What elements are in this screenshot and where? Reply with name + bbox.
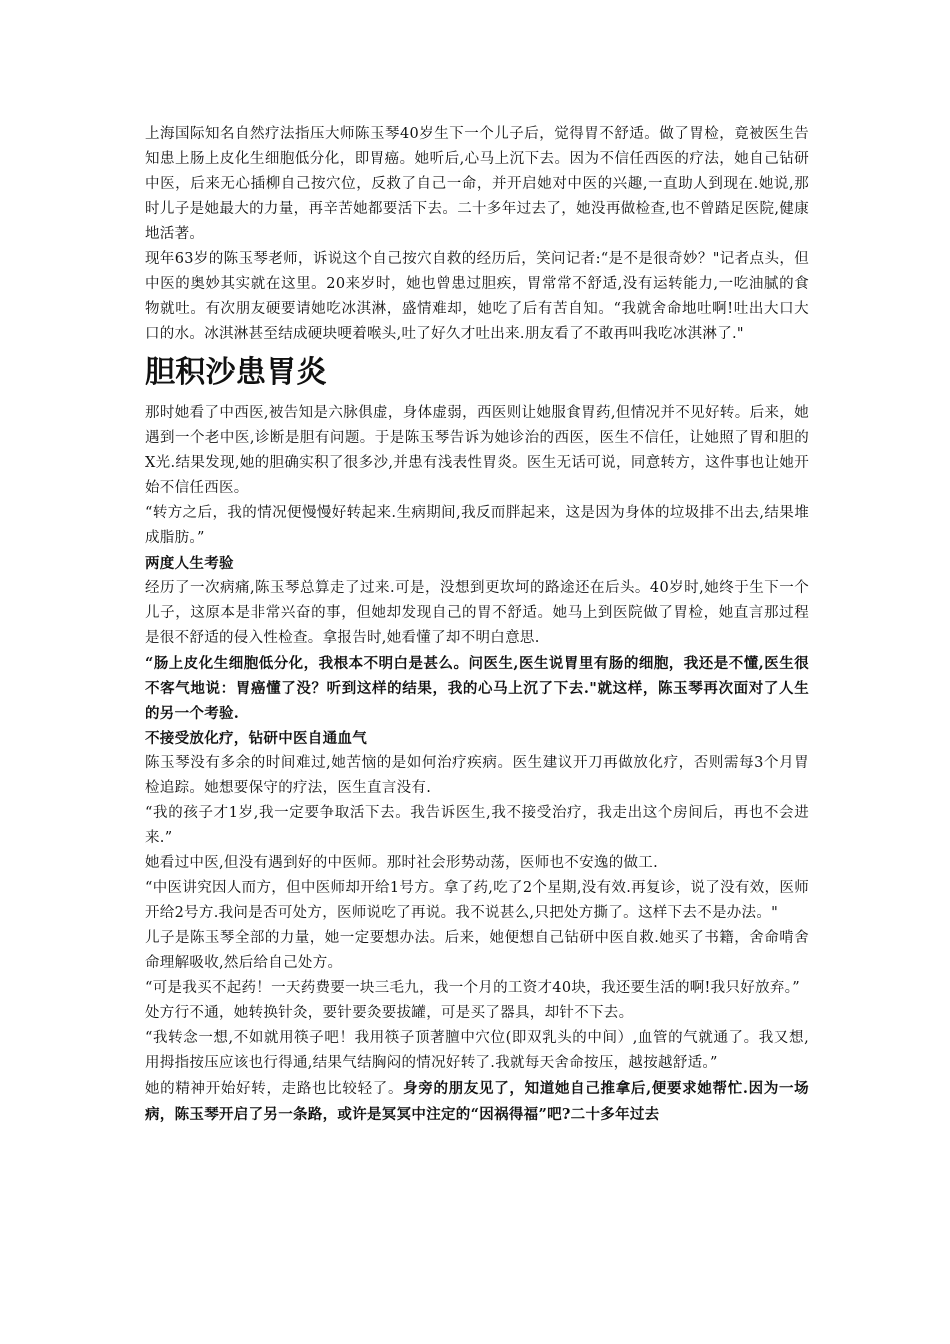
section2-paragraph-1: 经历了一次病痛,陈玉琴总算走了过来.可是，没想到更坎坷的路途还在后头。40岁时,她终于生下一个儿子，这原本是非常兴奋的事，但她却发现自己的胃不舒适。她马上到医院做了胃检，她直言那过程是很不舒适的侵入性检查。拿报告时,她看懂了却不明白意思.: [145, 580, 809, 646]
intro-paragraph-1: 上海国际知名自然疗法指压大师陈玉琴40岁生下一个儿子后，觉得胃不舒适。做了胃检，竟被医生告知患上肠上皮化生细胞低分化，即胃癌。她听后,心马上沉下去。因为不信任西医的疗法，她自己钻研中医，后来无心插柳自己按穴位，反救了自己一命，并开启她对中医的兴趣,一直助人到现在.她说,那时儿子是她最大的力量，再辛苦她都要活下去。二十多年过去了，她没再做检查,也不曾踏足医院,健康地活著。: [145, 126, 809, 242]
intro-paragraph-2: 现年63岁的陈玉琴老师，诉说这个自己按穴自救的经历后，笑问记者:“是不是很奇妙？"记者点头，但中医的奥妙其实就在这里。20来岁时，她也曾患过胆疾，胃常常不舒适,没有运转能力,一吃油腻的食物就吐。有次朋友硬要请她吃冰淇淋，盛情难却，她吃了后有苦自知。“我就舍命地吐啊!吐出大口大口的水。冰淇淋甚至结成硬块哽着喉头,吐了好久才吐出来.朋友看了不敢再叫我吃冰淇淋了.": [145, 251, 809, 342]
section3-paragraph-7: 处方行不通，她转换针灸，要针要灸要拔罐，可是买了器具，却针不下去。: [145, 1005, 634, 1021]
section3-paragraph-9: [145, 1076, 809, 1128]
section3-paragraph-5: 儿子是陈玉琴全部的力量，她一定要想办法。后来，她便想自己钻研中医自救.她买了书籍，舍命啃舍命理解吸收,然后给自己处方。: [145, 930, 809, 971]
section-heading: 胆积沙患胃炎: [145, 355, 327, 390]
paragraph-9-bold-text: 身旁的朋友见了，知道她自己推拿后,便要求她帮忙.因为一场病，陈玉琴开启了另一条路，或许是冥冥中注定的“因祸得福”吧?二十多年过去: [145, 1080, 809, 1123]
section2-quote-bold: “肠上皮化生细胞低分化，我根本不明白是甚么。问医生,医生说胃里有肠的细胞，我还是不懂,医生很不客气地说：胃癌懂了没？听到这样的结果，我的心马上沉了下去."就这样，陈玉琴再次面对了人生的另一个考验.: [145, 655, 809, 722]
section3-paragraph-8: “我转念一想,不如就用筷子吧！我用筷子顶著膻中穴位(即双乳头的中间）,血管的气就通了。我又想,用拇指按压应该也行得通,结果气结胸闷的情况好转了.我就每天舍命按压，越按越舒适。”: [145, 1030, 809, 1071]
subheading-two-trials: 两度人生考验: [145, 555, 234, 572]
section3-paragraph-3: 她看过中医,但没有遇到好的中医师。那时社会形势动荡，医师也不安逸的做工.: [145, 855, 659, 871]
section3-paragraph-2: “我的孩子才1岁,我一定要争取活下去。我告诉医生,我不接受治疗，我走出这个房间后，再也不会进来.”: [145, 805, 809, 846]
section1-paragraph-2: “转方之后，我的情况便慢慢好转起来.生病期间,我反而胖起来，这是因为身体的垃圾排不出去,结果堆成脂肪。”: [145, 505, 809, 546]
section3-paragraph-6: “可是我买不起药！一天药费要一块三毛九，我一个月的工资才40块，我还要生活的啊!我只好放弃。”: [145, 980, 800, 996]
section3-paragraph-4: “中医讲究因人而方，但中医师却开给1号方。拿了药,吃了2个星期,没有效.再复诊，说了没有效，医师开给2号方.我问是否可处方，医师说吃了再说。我不说甚么,只把处方撕了。这样下去不是办法。": [145, 880, 809, 921]
section1-paragraph-1: 那时她看了中西医,被告知是六脉俱虚，身体虚弱，西医则让她服食胃药,但情况并不见好转。后来，她遇到一个老中医,诊断是胆有问题。于是陈玉琴告诉为她诊治的西医，医生不信任，让她照了胃和胆的X光.结果发现,她的胆确实积了很多沙,并患有浅表性胃炎。医生无话可说，同意转方，这件事也让她开始不信任西医。: [145, 405, 809, 496]
subheading-self-study: 不接受放化疗，钻研中医自通血气: [145, 730, 367, 747]
section3-paragraph-1: 陈玉琴没有多余的时间难过,她苦恼的是如何治疗疾病。医生建议开刀再做放化疗，否则需每3个月胃检追踪。她想要保守的疗法，医生直言没有.: [145, 755, 809, 796]
article-body: [145, 122, 809, 1128]
paragraph-9-normal-text: 她的精神开始好转，走路也比较轻了。: [145, 1081, 404, 1097]
